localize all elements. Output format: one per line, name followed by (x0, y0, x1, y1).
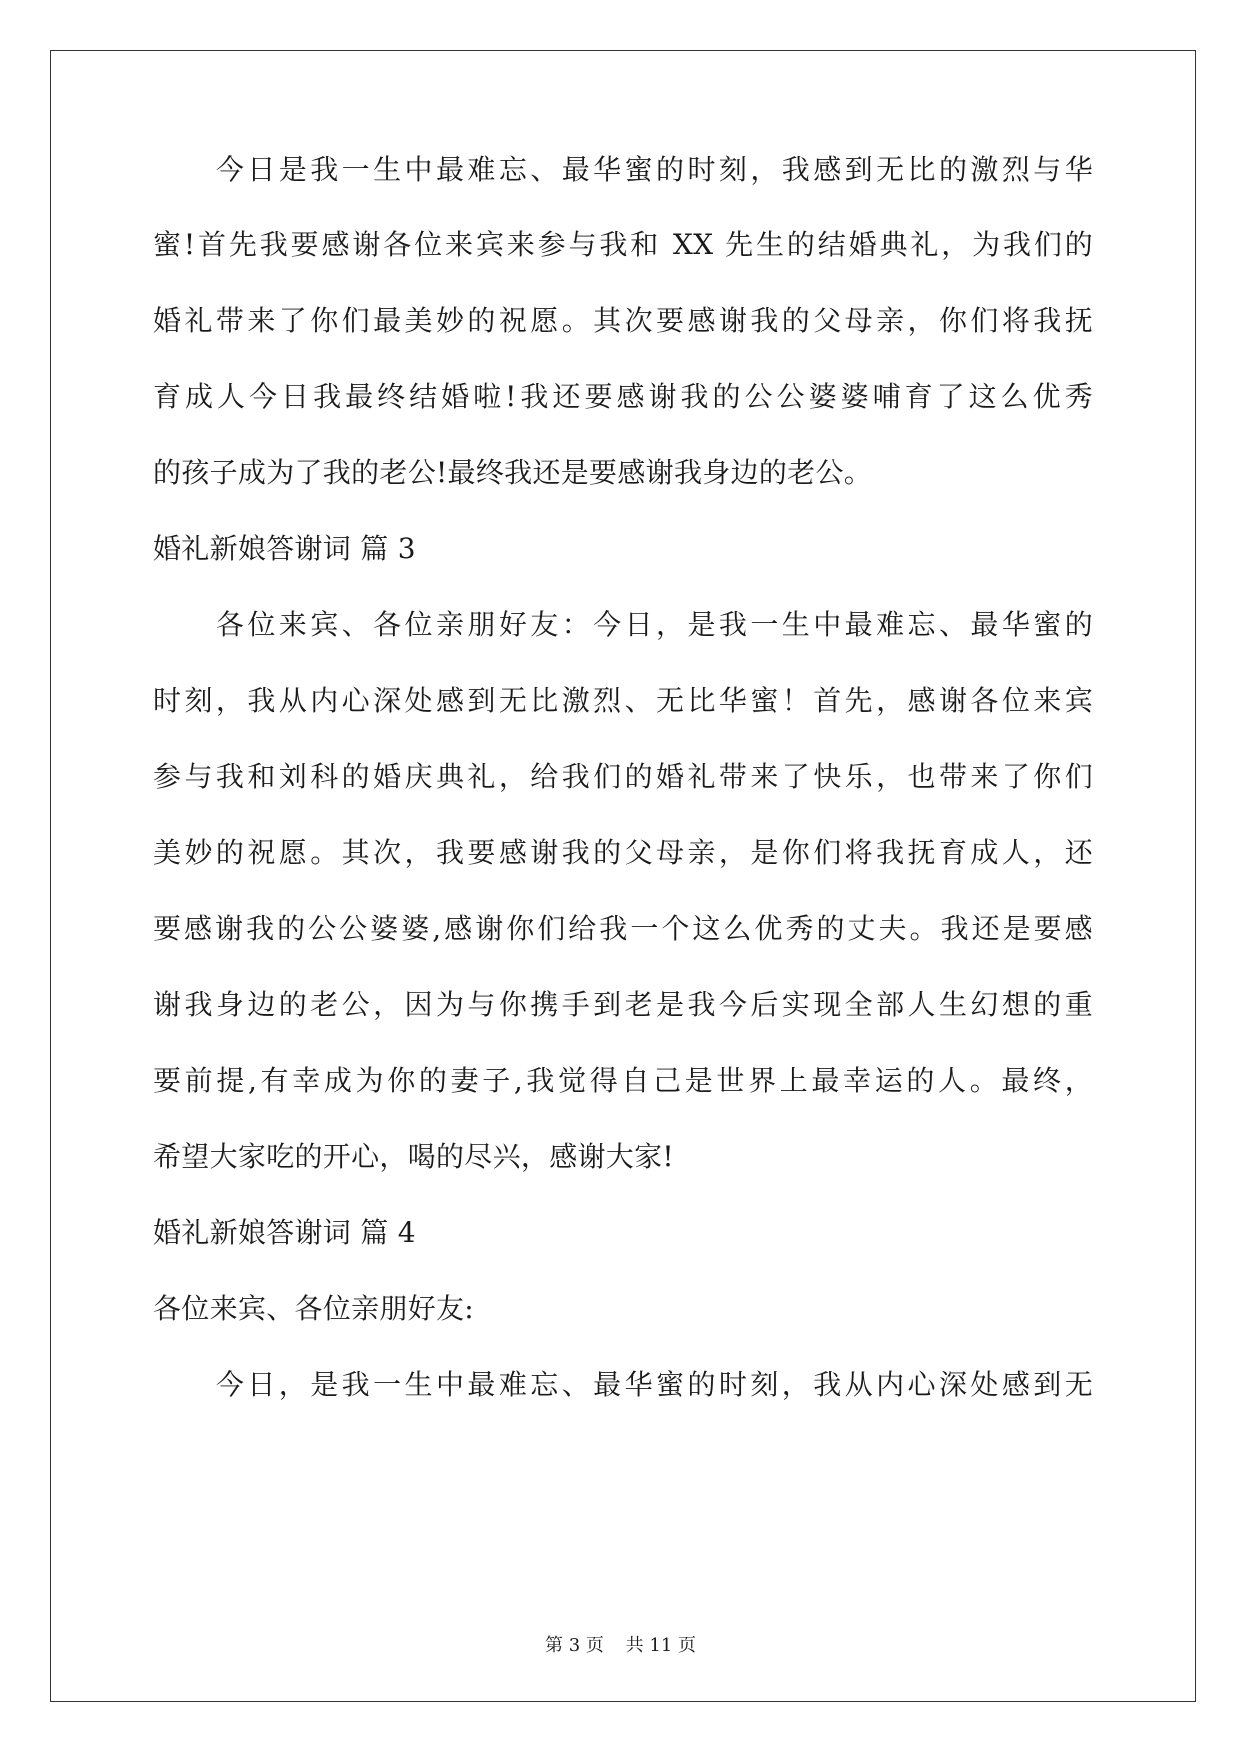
paragraph-line: 要前提,有幸成为你的妻子,我觉得自己是世界上最幸运的人。最终， (153, 1064, 1093, 1097)
paragraph-line: 要感谢我的公公婆婆,感谢你们给我一个这么优秀的丈夫。我还是要感 (153, 912, 1093, 945)
paragraph-line: 谢我身边的老公，因为与你携手到老是我今后实现全部人生幻想的重 (153, 988, 1093, 1021)
page-total: 共 11 页 (625, 1635, 696, 1656)
paragraph-line: 今日是我一生中最难忘、最华蜜的时刻，我感到无比的激烈与华 (153, 153, 1093, 186)
page-border (50, 50, 1196, 1702)
paragraph-line: 今日，是我一生中最难忘、最华蜜的时刻，我从内心深处感到无 (153, 1368, 1093, 1401)
paragraph-line: 育成人今日我最终结婚啦!我还要感谢我的公公婆婆哺育了这么优秀 (153, 380, 1093, 413)
paragraph-line: 美妙的祝愿。其次，我要感谢我的父母亲，是你们将我抚育成人，还 (153, 836, 1093, 869)
paragraph-line: 婚礼带来了你们最美妙的祝愿。其次要感谢我的父母亲，你们将我抚 (153, 304, 1093, 337)
paragraph-line: 时刻，我从内心深处感到无比激烈、无比华蜜！首先，感谢各位来宾 (153, 684, 1093, 717)
paragraph-line: 的孩子成为了我的老公!最终我还是要感谢我身边的老公。 (153, 456, 873, 489)
paragraph-line: 希望大家吃的开心，喝的尽兴，感谢大家! (153, 1140, 674, 1173)
salutation-line: 各位来宾、各位亲朋好友: (153, 1292, 475, 1325)
section-heading: 婚礼新娘答谢词 篇 3 (153, 532, 416, 565)
page-footer (0, 1634, 1241, 1658)
paragraph-line: 蜜!首先我要感谢各位来宾来参与我和 XX 先生的结婚典礼，为我们的 (153, 228, 1093, 261)
page-number: 第 3 页 (545, 1635, 604, 1656)
section-heading: 婚礼新娘答谢词 篇 4 (153, 1216, 416, 1249)
paragraph-line: 参与我和刘科的婚庆典礼，给我们的婚礼带来了快乐，也带来了你们 (153, 760, 1093, 793)
paragraph-line: 各位来宾、各位亲朋好友：今日，是我一生中最难忘、最华蜜的 (153, 608, 1093, 641)
